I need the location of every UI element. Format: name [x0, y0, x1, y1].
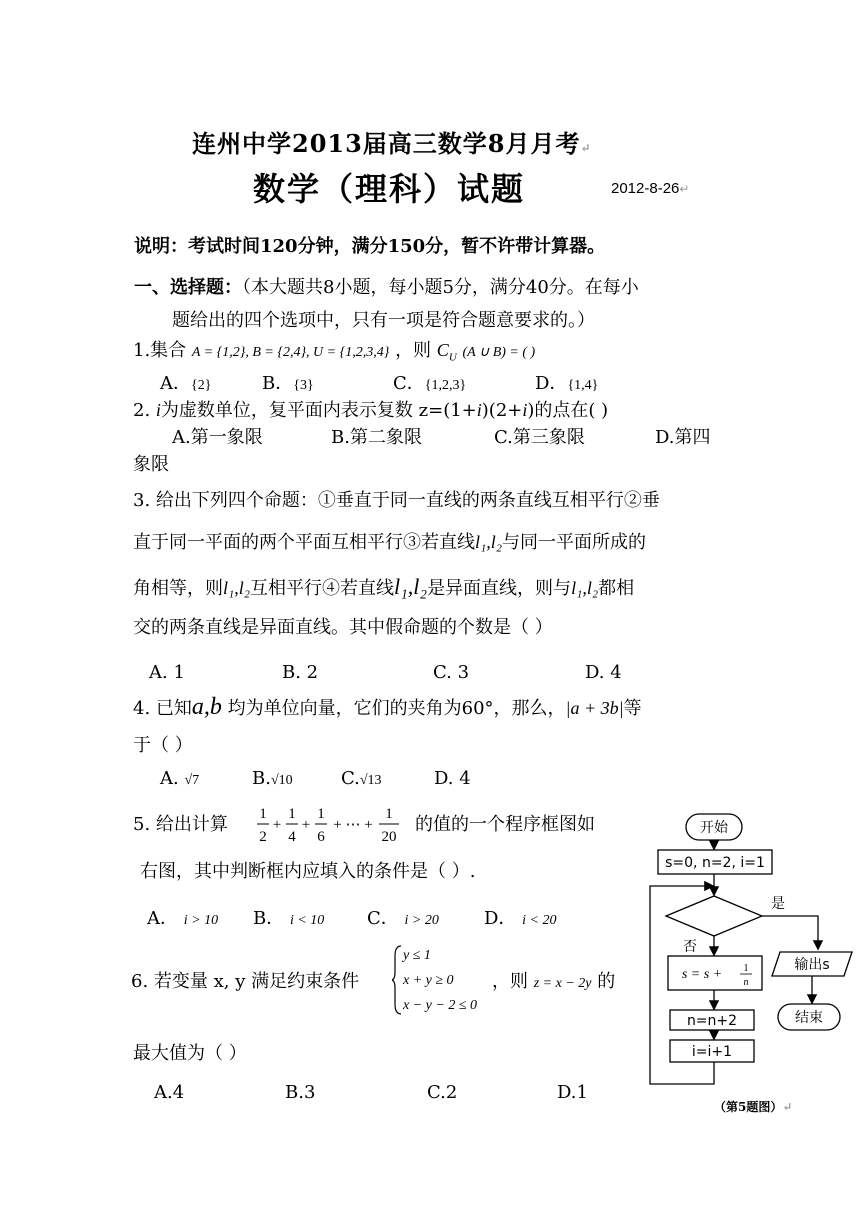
question-6: 6. 若变量 x, y 满足约束条件: [131, 971, 360, 992]
question-3-line-1: 3. 给出下列四个命题：①垂直于同一直线的两条直线互相平行②垂: [133, 490, 660, 511]
question-3-option-d: D. 4: [585, 662, 622, 683]
question-2: 2. i为虚数单位，复平面内表示复数 z=(1+i)(2+i)的点在( ): [133, 400, 609, 421]
fraction-numerator: 1: [743, 963, 749, 974]
question-4-option-c: C.√13: [341, 768, 382, 789]
fraction-numerator: 1: [385, 806, 393, 822]
paragraph-mark-icon: ↵: [782, 1100, 793, 1114]
fraction-numerator: 1: [288, 806, 296, 822]
exam-date: 2012-8-26↵: [611, 180, 690, 197]
fraction-denominator: n: [743, 977, 749, 988]
question-5-line-2: 右图，其中判断框内应填入的条件是（ ）.: [140, 861, 476, 882]
increment-i-label: i=i+1: [691, 1044, 733, 1060]
fraction-denominator: 6: [317, 829, 325, 845]
paragraph-mark-icon: ↵: [580, 141, 592, 155]
end-label: 结束: [795, 1010, 823, 1026]
fraction-denominator: 4: [288, 829, 296, 845]
ellipsis-sum: + ⋯ +: [333, 817, 373, 833]
question-5-option-d: D． i < 20: [484, 908, 557, 929]
exam-instructions: 说明：考试时间120分钟，满分150分，暂不许带计算器。: [134, 236, 606, 257]
fraction-numerator: 1: [259, 806, 267, 822]
init-label: s=0, n=2, i=1: [665, 855, 765, 871]
question-5-option-c: C． i > 20: [367, 908, 439, 929]
question-2-option-d: D.第四: [655, 427, 711, 448]
left-brace-icon: [392, 946, 401, 1014]
question-4-option-b: B.√10: [252, 768, 293, 789]
subject-title: 数学（理科）试题: [253, 170, 526, 208]
question-5-option-a: A． i > 10: [147, 908, 219, 929]
question-6-option-c: C.2: [427, 1082, 458, 1103]
question-3-line-2: 直于同一平面的两个平面互相平行③若直线l₁,l₂与同一平面所成的: [133, 532, 647, 553]
question-5-text: 的值的一个程序框图如: [415, 814, 595, 835]
question-5-option-b: B． i < 10: [253, 908, 325, 929]
question-4-line-2: 于（ ）: [133, 735, 193, 756]
decision-diamond: [666, 896, 762, 936]
question-1-option-c: C．{1,2,3}: [393, 373, 467, 394]
constraint-1: y ≤ 1: [403, 948, 431, 963]
program-flowchart: [640, 810, 860, 1120]
question-5: 5. 给出计算: [133, 814, 228, 835]
question-4-option-a: A. √7: [160, 768, 200, 789]
fraction-denominator: 20: [381, 829, 397, 845]
question-6-option-d: D.1: [557, 1082, 588, 1103]
question-3-option-b: B. 2: [282, 662, 319, 683]
fraction-numerator: 1: [317, 806, 325, 822]
section-description: 题给出的四个选项中，只有一项是符合题意要求的。）: [172, 310, 595, 331]
question-2-option-a: A.第一象限: [172, 427, 263, 448]
question-2-option-b: B.第二象限: [331, 427, 422, 448]
question-5-series-expression: [255, 798, 405, 850]
question-2-option-d-wrap: 象限: [133, 454, 169, 475]
question-6-line-2: 最大值为（ ）: [133, 1043, 247, 1064]
question-3-line-4: 交的两条直线是异面直线。其中假命题的个数是（ ）: [133, 617, 553, 638]
question-3-option-c: C. 3: [433, 662, 470, 683]
yes-label: 是: [771, 896, 785, 912]
question-4: 4. 已知a,b 均为单位向量，它们的夹角为60°，那么，|a + 3b|等: [133, 694, 642, 720]
question-3-option-a: A. 1: [149, 662, 185, 683]
assign-label: s = s +: [681, 967, 723, 982]
section-heading: 一、选择题：（本大题共8小题，每小题5分，满分40分。在每小: [134, 277, 639, 298]
output-label: 输出s: [794, 957, 830, 973]
figure-caption: （第5题图）↵: [714, 1100, 793, 1114]
question-1-option-d: D．{1,4}: [535, 373, 599, 394]
no-label: 否: [683, 939, 697, 955]
plus-sign: +: [272, 817, 282, 833]
question-1-option-b: B．{3}: [262, 373, 314, 394]
question-1-option-a: A．{2}: [160, 373, 212, 394]
question-1: 1.集合 A = {1,2}, B = {2,4}, U = {1,2,3,4} ，则 $C_U$ (A ∪ B) = ( ): [133, 340, 536, 364]
question-6-option-a: A.4: [154, 1082, 185, 1103]
constraint-2: x + y ≥ 0: [403, 973, 454, 988]
question-4-option-d: D. 4: [434, 768, 471, 789]
question-3-line-3: 角相等，则l₁,l₂互相平行④若直线l₁,l₂是异面直线，则与l₁,l₂都相: [133, 574, 635, 599]
school-exam-title: 连州中学2013届高三数学8月月考↵: [192, 129, 592, 158]
question-2-option-c: C.第三象限: [494, 427, 585, 448]
increment-n-label: n=n+2: [686, 1013, 738, 1029]
start-label: 开始: [700, 820, 728, 836]
fraction-denominator: 2: [259, 829, 267, 845]
constraint-system: [392, 942, 492, 1018]
constraint-3: x − y − 2 ≤ 0: [403, 998, 478, 1013]
question-6-option-b: B.3: [285, 1082, 316, 1103]
paragraph-mark-icon: ↵: [679, 182, 690, 196]
plus-sign: +: [301, 817, 311, 833]
question-6-text: ，则 z = x − 2y 的: [492, 971, 616, 992]
